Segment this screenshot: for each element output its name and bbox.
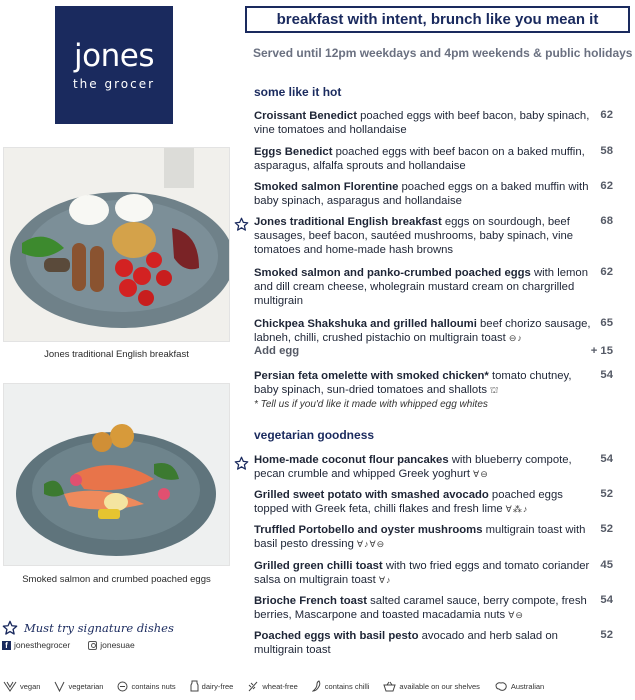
facebook-handle: jonesthegrocer (14, 640, 71, 650)
legend-label: wheat-free (262, 681, 298, 691)
item-name: Croissant Benedict (254, 110, 357, 122)
item-name: Chickpea Shakshuka and grilled halloumi (254, 318, 477, 330)
dietary-legend (0, 680, 635, 692)
item-price: 52 (600, 488, 613, 500)
item-price: 45 (600, 559, 613, 571)
wheat-icon (247, 680, 259, 692)
menu-banner: breakfast with intent, brunch like you mean it (245, 6, 630, 33)
menu-item (254, 109, 594, 137)
item-name: Poached eggs with basil pesto (254, 630, 419, 642)
item-price: 68 (600, 215, 613, 227)
facebook-icon: f (2, 641, 11, 650)
section-title-veg: vegetarian goodness (254, 428, 375, 442)
veg-nuts-icons: ∀⊖ (508, 610, 524, 621)
item-name: Truffled Portobello and oyster mushrooms (254, 524, 483, 536)
item-name: Smoked salmon Florentine (254, 181, 399, 193)
legend-shelves (383, 681, 479, 692)
signature-star-icon (234, 217, 249, 232)
photo-caption: Jones traditional English breakfast (44, 349, 189, 360)
egg-white-note: * Tell us if you'd like it made with whipped egg whites (254, 399, 488, 410)
instagram-handle: jonesuae (100, 640, 135, 650)
menu-item (254, 559, 594, 587)
item-price: 52 (600, 629, 613, 641)
australia-icon (494, 681, 508, 692)
menu-item (254, 215, 594, 258)
instagram-icon (88, 641, 97, 650)
chilli-icon (312, 680, 322, 692)
item-description: poached eggs with beef bacon, baby spinach, vine tomatoes and hollandaise (254, 110, 590, 137)
item-price: 52 (600, 523, 613, 535)
item-name: Home-made coconut flour pancakes (254, 454, 449, 466)
add-egg-price: + 15 (590, 345, 613, 357)
legend-dairy-free (190, 680, 234, 692)
legend-vegan (3, 681, 40, 692)
basket-icon (383, 681, 396, 692)
legend-chilli (312, 680, 370, 692)
item-description: eggs on sourdough, beef sausages, beef bacon, sautéed mushrooms, baby spinach, vine tomatoes and home-made hash browns (254, 216, 574, 257)
item-description: with blueberry compote, pecan crumble and whipped Greek yoghurt (254, 454, 572, 481)
vegan-icon (3, 681, 17, 692)
menu-item (254, 266, 594, 309)
item-name: Brioche French toast (254, 595, 367, 607)
item-price: 54 (600, 594, 613, 606)
legend-wheat-free (247, 680, 297, 692)
item-description: poached eggs topped with Greek feta, chilli flakes and fresh lime (254, 489, 563, 516)
item-description: avocado and herb salad on multigrain toast (254, 630, 558, 657)
menu-item (254, 629, 594, 657)
signature-star-icon (234, 456, 249, 471)
menu-item (254, 317, 594, 345)
menu-item (254, 488, 594, 516)
item-description: beef chorizo sausage, labneh, chilli, crushed pistachio on multigrain toast (254, 318, 591, 345)
legend-australian (494, 681, 544, 692)
item-description: salted caramel sauce, berry compote, fresh berries, Mascarpone and toasted macadamia nuts (254, 595, 587, 622)
milk-icon (190, 680, 199, 692)
item-description: with lemon and dill cream cheese, wholegrain mustard cream on chargrilled multigrain (254, 267, 588, 308)
item-price: 62 (600, 266, 613, 278)
add-egg-label: Add egg (254, 345, 300, 357)
veg-nuts-icons: ∀⊖ (473, 469, 489, 480)
menu-item (254, 369, 594, 397)
item-name: Eggs Benedict (254, 146, 333, 158)
legend-label: vegan (20, 681, 41, 691)
menu-item (254, 594, 594, 622)
item-price: 62 (600, 109, 613, 121)
item-price: 62 (600, 180, 613, 192)
veg-chilli-icons: ∀♪ (378, 575, 392, 586)
item-description: multigrain toast with basil pesto dressing (254, 524, 586, 551)
item-price: 54 (600, 369, 613, 381)
menu-item (254, 523, 594, 551)
menu-item (254, 453, 594, 481)
legend-label: contains nuts (131, 681, 176, 691)
legend-nuts (117, 681, 175, 692)
photo-caption: Smoked salmon and crumbed poached eggs (22, 574, 211, 585)
item-price: 54 (600, 453, 613, 465)
english-breakfast-photo (3, 147, 230, 342)
nut-icon (117, 681, 128, 692)
signature-text: Must try signature dishes (24, 621, 174, 635)
item-price: 65 (600, 317, 613, 329)
vegetarian-icon (54, 681, 65, 692)
legend-label: dairy-free (201, 681, 234, 691)
item-description: poached eggs on a baked muffin with baby spinach, asparagus and hollandaise (254, 181, 589, 208)
brand-logo (55, 6, 173, 124)
nuts-chilli-icons: ⊖♪ (508, 333, 523, 344)
item-name: Persian feta omelette with smoked chicken* (254, 370, 489, 382)
smoked-salmon-photo (3, 383, 230, 566)
facebook-link[interactable] (2, 640, 70, 650)
instagram-link[interactable] (88, 640, 135, 650)
item-price: 58 (600, 145, 613, 157)
item-name: Smoked salmon and panko-crumbed poached eggs (254, 267, 531, 279)
item-description: tomato chutney, baby spinach, sun-dried tomatoes and shallots (254, 370, 572, 397)
service-hours: Served until 12pm weekdays and 4pm weekends & public holidays (253, 46, 633, 60)
item-name: Jones traditional English breakfast (254, 216, 442, 228)
legend-label: available on our shelves (399, 681, 480, 691)
shelf-icon: ⛫ (489, 385, 500, 396)
menu-item (254, 180, 594, 208)
veg-dairy-wheat-icons: ∀♪∀⊖ (356, 539, 386, 550)
legend-label: contains chilli (324, 681, 370, 691)
section-title-hot: some like it hot (254, 85, 342, 99)
legend-vegetarian (54, 681, 103, 692)
item-name: Grilled green chilli toast (254, 560, 383, 572)
item-description: poached eggs with beef bacon on a baked muffin, asparagus, alfalfa sprouts and hollandaise (254, 146, 585, 173)
star-icon (2, 620, 18, 636)
veg-wheat-chilli-icons: ∀⁂♪ (505, 504, 529, 515)
logo-wordmark: jones (74, 38, 154, 74)
menu-item (254, 145, 594, 173)
signature-legend (2, 620, 174, 636)
item-description: with two fried eggs and tomato coriander salsa on multigrain toast (254, 560, 590, 587)
logo-subtitle: the grocer (72, 77, 156, 91)
item-name: Grilled sweet potato with smashed avocado (254, 489, 489, 501)
legend-label: Australian (510, 681, 545, 691)
legend-label: vegetarian (68, 681, 104, 691)
social-links (2, 640, 153, 650)
